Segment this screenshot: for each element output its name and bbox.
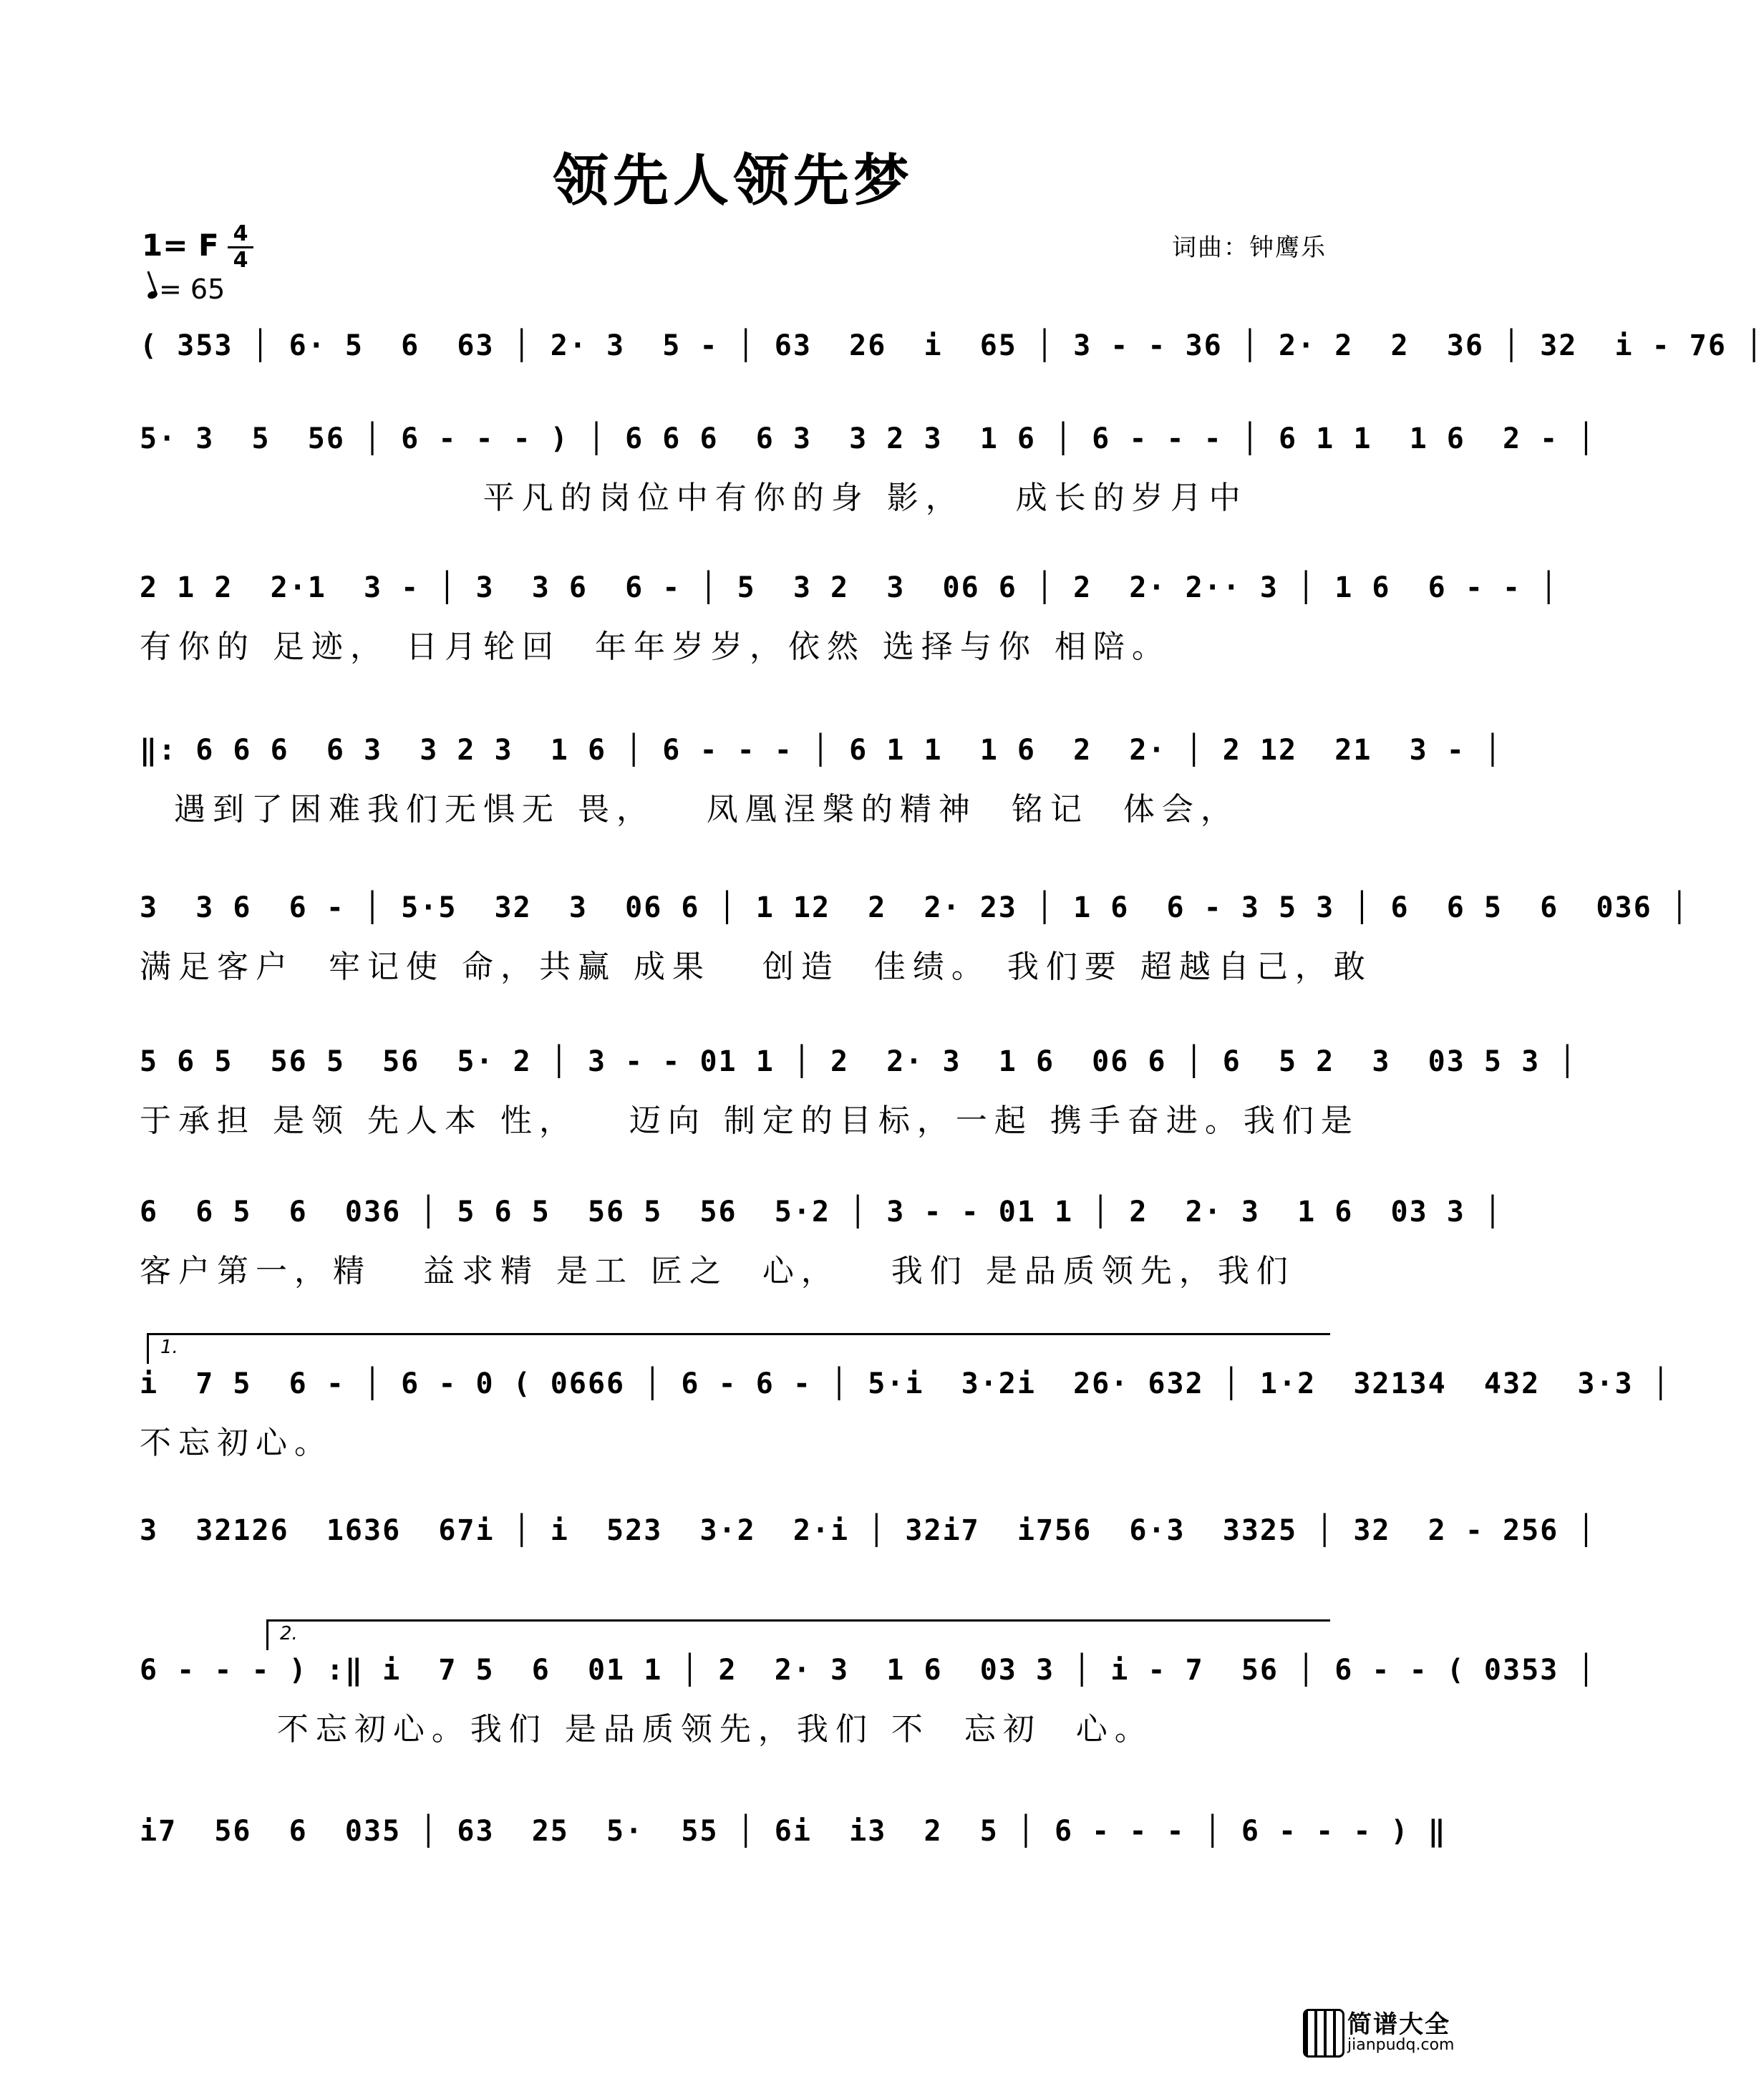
- volta-label: 1.: [160, 1337, 178, 1358]
- page-title: 领先人领先梦: [552, 148, 914, 213]
- lyrics-line: 于承担 是领 先人本 性， 迈向 制定的目标，一起 携手奋进。我们是: [140, 1103, 1360, 1139]
- score-system-9: [140, 1511, 1596, 1551]
- lyrics-line: 满足客户 牢记使 命，共赢 成果 创造 佳绩。 我们要 超越自己，敢: [140, 949, 1372, 985]
- quarter-note-icon: [147, 290, 159, 300]
- notation-line: ‖: 6 6 6 6 3 3 2 3 1 6 │ 6 - - - │ 6 1 1 1 6 2 2· │ 2 12 21 3 - │: [140, 734, 1503, 767]
- notation-line: ( 353 │ 6· 5 6 63 │ 2· 3 5 - │ 63 26 i 65 │ 3 - - 36 │ 2· 2 2 36 │ 32 i - 76 │: [140, 329, 1764, 362]
- time-signature: [228, 223, 253, 271]
- score-system-8: [140, 1364, 1671, 1463]
- score-system-5: [140, 888, 1690, 987]
- score-system-6: [140, 1042, 1578, 1140]
- time-signature-top: 4: [233, 221, 248, 246]
- notation-line: i 7 5 6 - │ 6 - 0 ( 0666 │ 6 - 6 - │ 5·i 3·2i 26· 632 │ 1·2 32134 432 3·3 │: [140, 1367, 1671, 1400]
- lyrics-line: 遇到了困难我们无惧无 畏， 凤凰涅槃的精神 铭记 体会，: [140, 791, 1239, 828]
- volta-label: 2.: [280, 1623, 298, 1644]
- notation-line: 5· 3 5 56 │ 6 - - - ) │ 6 6 6 6 3 3 2 3 1 6 │ 6 - - - │ 6 1 1 1 6 2 - │: [140, 422, 1596, 455]
- score-system-7: [140, 1192, 1503, 1291]
- lyrics-line: 平凡的岗位中有你的身 影， 成长的岁月中: [140, 480, 1248, 516]
- lyrics-line: 不忘初心。: [140, 1425, 333, 1461]
- watermark-url: jianpudq.com: [1347, 2036, 1455, 2054]
- notation-line: 6 - - - ) :‖ i 7 5 6 01 1 │ 2 2· 3 1 6 03 3 │ i - 7 56 │ 6 - - ( 0353 │: [140, 1654, 1596, 1687]
- volta-bracket-2: [266, 1619, 1330, 1650]
- piano-keys-icon: [1303, 2009, 1344, 2058]
- lyrics-line: 客户第一，精 益求精 是工 匠之 心， 我们 是品质领先，我们: [140, 1253, 1295, 1289]
- notation-line: 5 6 5 56 5 56 5· 2 │ 3 - - 01 1 │ 2 2· 3 1 6 06 6 │ 6 5 2 3 03 5 3 │: [140, 1045, 1578, 1078]
- key-signature: 1= F: [142, 228, 219, 263]
- tempo-value: = 65: [159, 273, 226, 305]
- lyrics-line: 有你的 足迹， 日月轮回 年年岁岁，依然 选择与你 相陪。: [140, 629, 1171, 665]
- tempo-marking: [147, 273, 225, 305]
- score-system-1: [140, 326, 1764, 366]
- notation-line: 2 1 2 2·1 3 - │ 3 3 6 6 - │ 5 3 2 3 06 6 │ 2 2· 2·· 3 │ 1 6 6 - - │: [140, 571, 1559, 604]
- score-system-3: [140, 568, 1559, 667]
- composer-credit: 词曲：钟鹰乐: [1172, 233, 1327, 262]
- notation-line: i7 56 6 035 │ 63 25 5· 55 │ 6i i3 2 5 │ 6 - - - │ 6 - - - ) ‖: [140, 1815, 1447, 1848]
- time-signature-bottom: 4: [233, 248, 248, 273]
- watermark-name: 简谱大全: [1347, 2010, 1450, 2039]
- score-system-2: [140, 419, 1596, 518]
- score-system-11: [140, 1811, 1447, 1851]
- volta-bracket-1: [147, 1333, 1330, 1364]
- score-system-10: [140, 1650, 1596, 1749]
- notation-line: 3 3 6 6 - │ 5·5 32 3 06 6 │ 1 12 2 2· 23 │ 1 6 6 - 3 5 3 │ 6 6 5 6 036 │: [140, 891, 1690, 924]
- notation-line: 6 6 5 6 036 │ 5 6 5 56 5 56 5·2 │ 3 - - 01 1 │ 2 2· 3 1 6 03 3 │: [140, 1196, 1503, 1229]
- lyrics-line: 不忘初心。我们 是品质领先，我们 不 忘初 心。: [140, 1711, 1153, 1748]
- score-system-4: [140, 730, 1503, 829]
- notation-line: 3 32126 1636 67i │ i 523 3·2 2·i │ 32i7 i756 6·3 3325 │ 32 2 - 256 │: [140, 1514, 1596, 1547]
- watermark-logo: [1303, 2005, 1453, 2062]
